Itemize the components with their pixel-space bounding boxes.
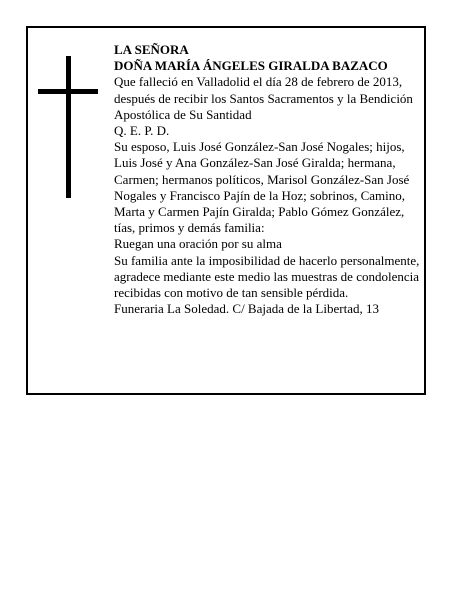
funeral-home: Funeraria La Soledad. C/ Bajada de la Libertad, 13 xyxy=(114,301,379,317)
notice-text xyxy=(114,42,420,317)
family-list: Su esposo, Luis José González-San José Nogales; hijos, Luis José y Ana González-San José Giralda; hermana, Carmen; hermanos políticos, Marisol González-San José Nogales y Francisco Pajín de la Hoz; sobrinos, Camino, Marta y Carmen Pajín Giralda; Pablo Gómez González, tías, primos y demás familia: xyxy=(114,139,410,236)
death-info: Que falleció en Valladolid el día 28 de febrero de 2013, después de recibir los Santos Sacramentos y la Bendición Apostólica de Su Santidad xyxy=(114,74,413,122)
notice-heading: LA SEÑORA xyxy=(114,42,189,57)
obituary-notice xyxy=(26,26,426,395)
rip-line: Q. E. P. D. xyxy=(114,123,170,139)
thanks-message: Su familia ante la imposibilidad de hacerlo personalmente, agradece mediante este medio las muestras de condolencia recibidas con motivo de tan sensible pérdida. xyxy=(114,252,420,301)
prayer-request: Ruegan una oración por su alma xyxy=(114,236,282,252)
cross-vertical-bar xyxy=(66,56,71,198)
deceased-name: DOÑA MARÍA ÁNGELES GIRALDA BAZACO xyxy=(114,58,388,74)
cross-icon xyxy=(38,56,98,198)
cross-horizontal-bar xyxy=(38,89,98,94)
